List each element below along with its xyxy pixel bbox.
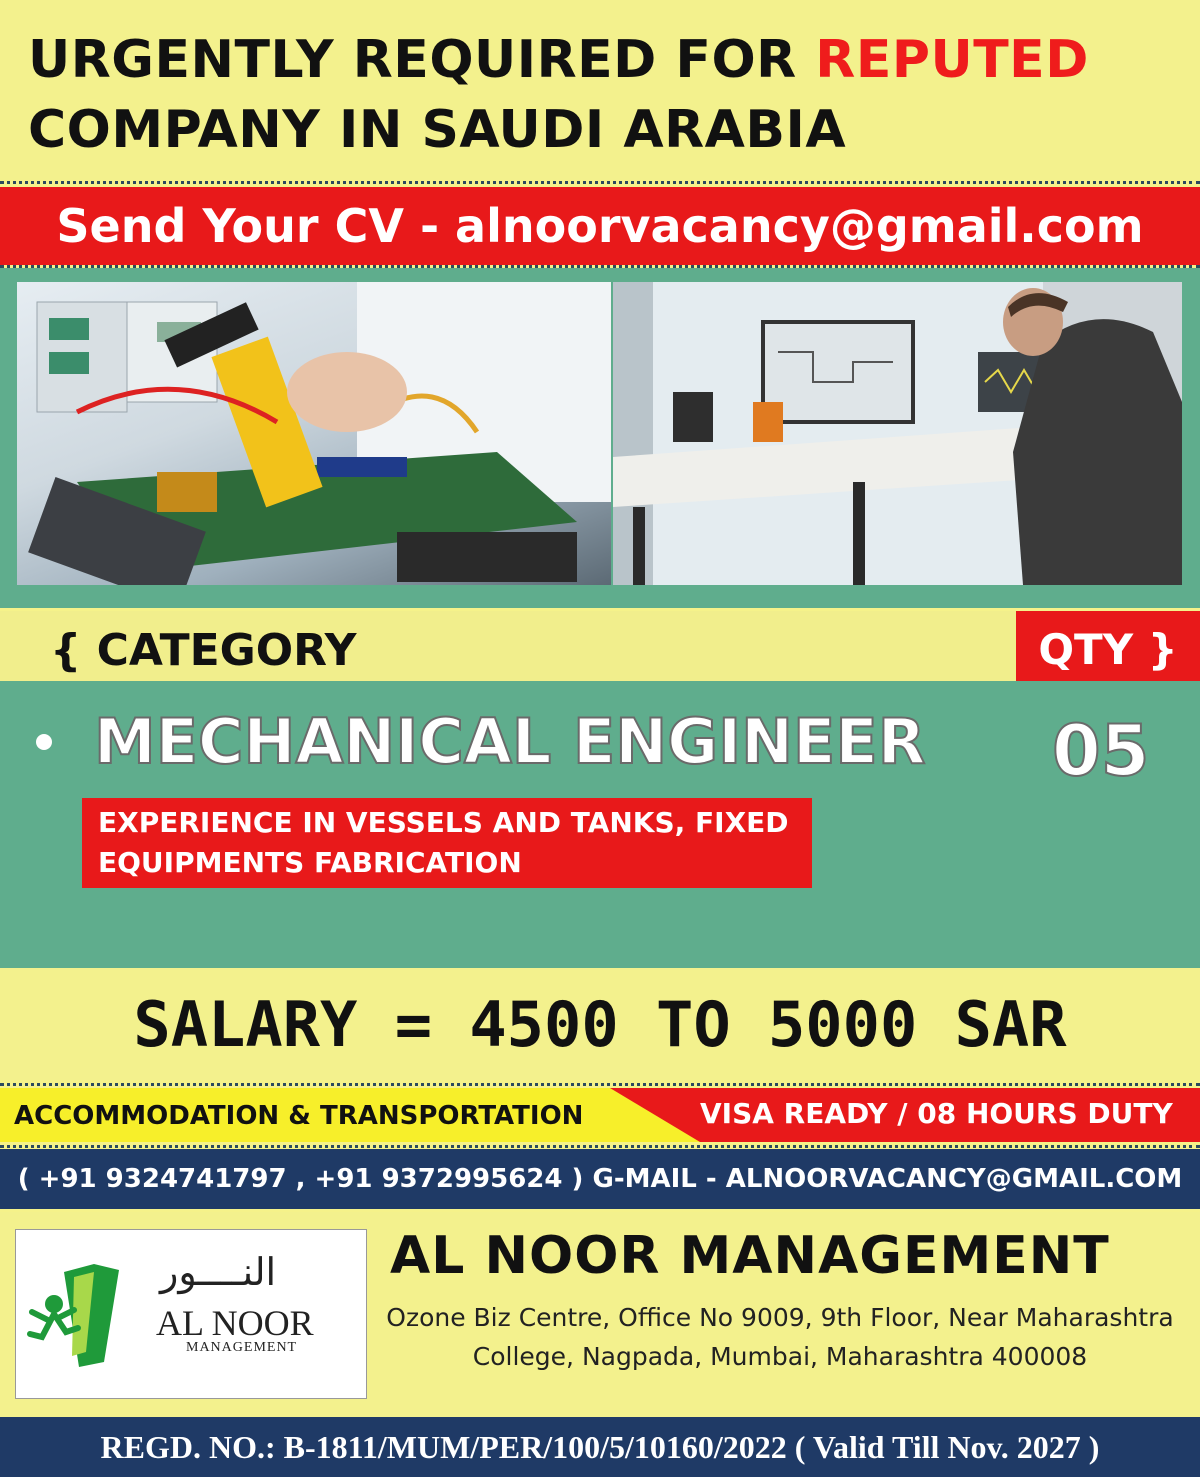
divider <box>0 1145 1200 1148</box>
logo-subtitle: MANAGEMENT <box>186 1340 298 1355</box>
engineer-at-desk-photo <box>613 282 1182 585</box>
experience-line-2: EQUIPMENTS FABRICATION <box>98 846 522 879</box>
electronics-workbench-photo <box>17 282 611 585</box>
running-figure-icon <box>24 1252 144 1372</box>
category-header: { CATEGORY <box>50 625 357 676</box>
experience-box <box>82 798 812 888</box>
cv-banner-text[interactable]: Send Your CV - alnoorvacancy@gmail.com <box>56 199 1144 253</box>
benefit-visa-duty: VISA READY / 08 HOURS DUTY <box>700 1097 1173 1130</box>
divider <box>0 181 1200 184</box>
headline-prefix: URGENTLY REQUIRED FOR <box>28 30 816 90</box>
logo-arabic-text: النــــور <box>160 1250 277 1294</box>
address-line-1: Ozone Biz Centre, Office No 9009, 9th Floor, Near Maharashtra <box>386 1303 1174 1332</box>
registration-text: REGD. NO.: B-1811/MUM/PER/100/5/10160/2022 ( Valid Till Nov. 2027 ) <box>100 1429 1100 1465</box>
headline-line-1 <box>28 30 1089 90</box>
job-title: MECHANICAL ENGINEER <box>94 705 926 778</box>
company-logo <box>15 1229 367 1399</box>
address-line-2: College, Nagpada, Mumbai, Maharashtra 400008 <box>472 1342 1088 1371</box>
salary-text: SALARY = 4500 TO 5000 SAR <box>133 988 1067 1061</box>
headline-section <box>0 0 1200 180</box>
qty-header: QTY } <box>1038 625 1178 674</box>
cv-banner <box>0 187 1200 265</box>
bullet-icon <box>36 734 52 750</box>
registration-bar <box>0 1417 1200 1477</box>
salary-bar <box>0 968 1200 1080</box>
divider <box>0 1083 1200 1086</box>
benefits-row <box>0 1088 1200 1142</box>
contact-text[interactable]: ( +91 9324741797 , +91 9372995624 ) G-MAIL - ALNOORVACANCY@GMAIL.COM <box>17 1164 1183 1194</box>
company-name: AL NOOR MANAGEMENT <box>390 1226 1110 1286</box>
headline-line-2: COMPANY IN SAUDI ARABIA <box>28 100 847 160</box>
logo-name: AL NOOR <box>156 1303 314 1343</box>
job-quantity: 05 <box>1052 710 1150 792</box>
contact-bar <box>0 1149 1200 1209</box>
benefit-accommodation: ACCOMMODATION & TRANSPORTATION <box>14 1101 584 1131</box>
experience-line-1: EXPERIENCE IN VESSELS AND TANKS, FIXED <box>98 806 789 839</box>
qty-header-box <box>1016 611 1200 681</box>
headline-highlight: REPUTED <box>815 30 1089 90</box>
